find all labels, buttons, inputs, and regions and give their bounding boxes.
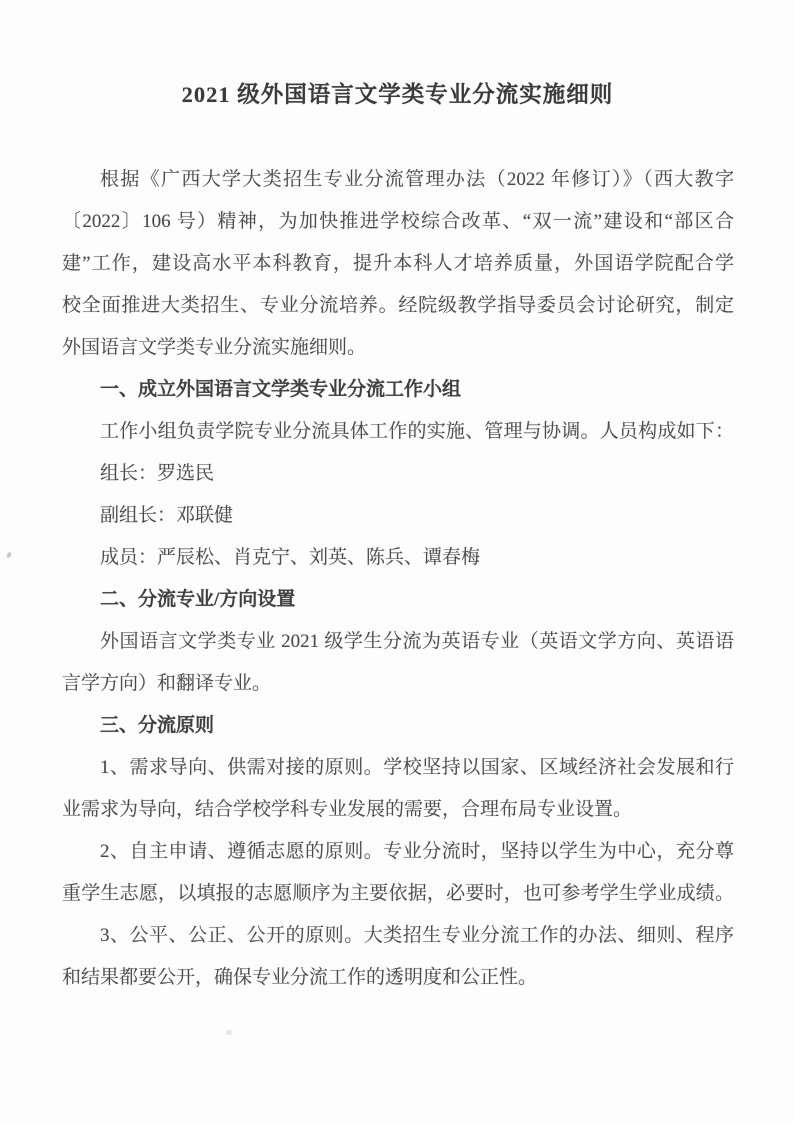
section-heading-2: 二、分流专业/方向设置: [100, 589, 296, 610]
members-line: 成员：严辰松、肖克宁、刘英、陈兵、谭春梅: [100, 547, 481, 568]
majors-line: 言学方向）和翻译专业。: [62, 673, 272, 694]
intro-line: 根据《广西大学大类招生专业分流管理办法（2022 年修订）》（西大教字: [100, 169, 734, 190]
majors-line: 外国语言文学类专业 2021 级学生分流为英语专业（英语文学方向、英语语: [100, 631, 734, 652]
principle-1-line: 1、需求导向、供需对接的原则。学校坚持以国家、区域经济社会发展和行: [100, 757, 734, 778]
intro-line: 外国语言文学类专业分流实施细则。: [62, 337, 367, 358]
principle-1-line: 业需求为导向，结合学校学科专业发展的需要，合理布局专业设置。: [62, 799, 633, 820]
workgroup-duty-line: 工作小组负责学院专业分流具体工作的实施、管理与协调。人员构成如下：: [100, 421, 734, 442]
principle-3-line: 和结果都要公开，确保专业分流工作的透明度和公正性。: [62, 967, 538, 988]
principle-2-line: 2、自主申请、遵循志愿的原则。专业分流时，坚持以学生为中心，充分尊: [100, 841, 734, 862]
intro-line: 建”工作，建设高水平本科教育，提升本科人才培养质量，外国语学院配合学: [62, 253, 734, 274]
document-body: [62, 159, 734, 999]
section-heading-1: 一、成立外国语言文学类专业分流工作小组: [100, 379, 462, 400]
document-title: 2021 级外国语言文学类专业分流实施细则: [181, 82, 614, 107]
scan-speck: [226, 1030, 232, 1035]
principle-2-line: 重学生志愿，以填报的志愿顺序为主要依据，必要时，也可参考学生学业成绩。: [62, 883, 734, 904]
section-heading-3: 三、分流原则: [100, 715, 215, 736]
principle-3-line: 3、公平、公正、公开的原则。大类招生专业分流工作的办法、细则、程序: [100, 925, 734, 946]
deputy-leader-line: 副组长：邓联健: [100, 505, 234, 526]
scan-speck: [6, 551, 12, 558]
group-leader-line: 组长：罗选民: [100, 463, 215, 484]
intro-line: 〔2022〕106 号）精神，为加快推进学校综合改革、“双一流”建设和“部区合: [62, 211, 734, 232]
intro-line: 校全面推进大类招生、专业分流培养。经院级教学指导委员会讨论研究，制定: [62, 295, 734, 316]
